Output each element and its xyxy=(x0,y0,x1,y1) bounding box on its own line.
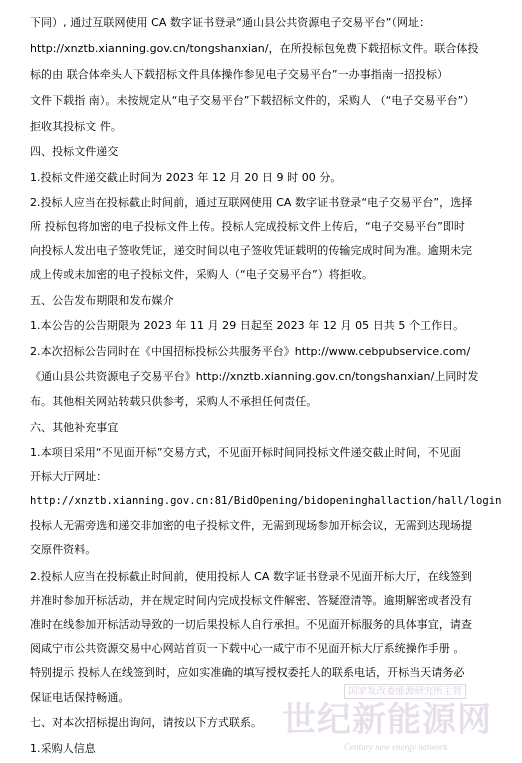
text-line: 1.采购人信息 xyxy=(30,742,96,755)
text-line: 所 投标包将加密的电子投标文件上传。投标人完成投标文件上传后，“电子交易平台”即时 xyxy=(30,220,465,233)
section-heading: 七、对本次招标提出询问，请按以下方式联系。 xyxy=(30,716,263,729)
section-heading: 四、投标文件递交 xyxy=(30,145,119,158)
text-line: 交原件资料。 xyxy=(30,543,97,556)
text-line: 特别提示 投标人在线签到时，应如实准确的填写授权委托人的联系电话，开标当天请务必 xyxy=(30,666,465,679)
text-line: 《通山县公共资源电子交易平台》http://xnztb.xianning.gov.cn/tongshanxian/上同时发 xyxy=(30,370,479,383)
hall-url: http://xnztb.xianning.gov.cn:81/BidOpening/bidopeninghallaction/hall/login xyxy=(30,495,502,507)
text-line: 下同）, 通过互联网使用 CA 数字证书登录“通山县公共资源电子交易平台”（网址： xyxy=(30,16,431,29)
text-line: 文件下载指 南）。未按规定从“电子交易平台”下载招标文件的，采购人 （“电子交易平台”） xyxy=(30,94,475,107)
text-line: http://xnztb.xianning.gov.cn/tongshanxian/，在所投标包免费下载招标文件。联合体投 xyxy=(30,42,479,55)
text-line: 1.本项目采用“不见面开标”交易方式，不见面开标时间同投标文件递交截止时间，不见面 xyxy=(30,446,461,459)
section-heading: 五、公告发布期限和发布媒介 xyxy=(30,294,174,307)
text-line: 2.投标人应当在投标截止时间前，通过互联网使用 CA 数字证书登录“电子交易平台”，选择 xyxy=(30,196,473,209)
text-line: 向投标人发出电子签收凭证，递交时间以电子签收凭证载明的传输完成时间为准。逾期未完 xyxy=(30,244,472,257)
text-line: 标的由 联合体牵头人下载招标文件具体操作参见电子交易平台”一办事指南一招投标） xyxy=(30,68,449,81)
text-line: 拒收其投标文 件。 xyxy=(30,120,122,133)
text-line: 1.本公告的公告期限为 2023 年 11 月 29 日起至 2023 年 12 月 05 日共 5 个工作日。 xyxy=(30,319,465,332)
text-line: 投标人无需旁选和递交非加密的电子投标文件，无需到现场参加开标会议，无需到达现场提 xyxy=(30,519,472,532)
text-line: 2.投标人应当在投标截止时间前，使用投标人 CA 数字证书登录不见面开标大厅，在线签到 xyxy=(30,570,472,583)
text-line: 准时在线参加开标活动导致的一切后果投标人自行承担。不见面开标服务的具体事宜，请查 xyxy=(30,618,472,631)
section-heading: 六、其他补充事宜 xyxy=(30,421,119,434)
watermark-subtitle: Century new energy network xyxy=(344,742,448,752)
text-line: 布。其他相关网站转载只供参考，采购人不承担任何责任。 xyxy=(30,395,318,408)
text-line: 成上传或未加密的电子投标文件，采购人（“电子交易平台”）将拒收。 xyxy=(30,268,373,281)
watermark-tag: 国家发改委能源研究所主管 xyxy=(344,684,466,699)
text-line: 开标大厅网址： xyxy=(30,470,108,483)
text-line: 1.投标文件递交截止时间为 2023 年 12 月 20 日 9 时 00 分。 xyxy=(30,171,342,184)
text-line: 并准时参加开标活动，并在规定时间内完成投标文件解密、答疑澄清等。逾期解密或者没有 xyxy=(30,594,472,607)
text-line: 2.本次招标公告同时在《中国招标投标公共服务平台》http://www.cebpubservice.com/ xyxy=(30,345,471,358)
watermark-title: 世纪新能源网 xyxy=(282,700,492,740)
text-line: 保证电话保持畅通。 xyxy=(30,691,130,704)
text-line: 阅咸宁市公共资源交易中心网站首页一下载中心一咸宁市不见面开标大厅系统操作手册 。 xyxy=(30,642,465,655)
